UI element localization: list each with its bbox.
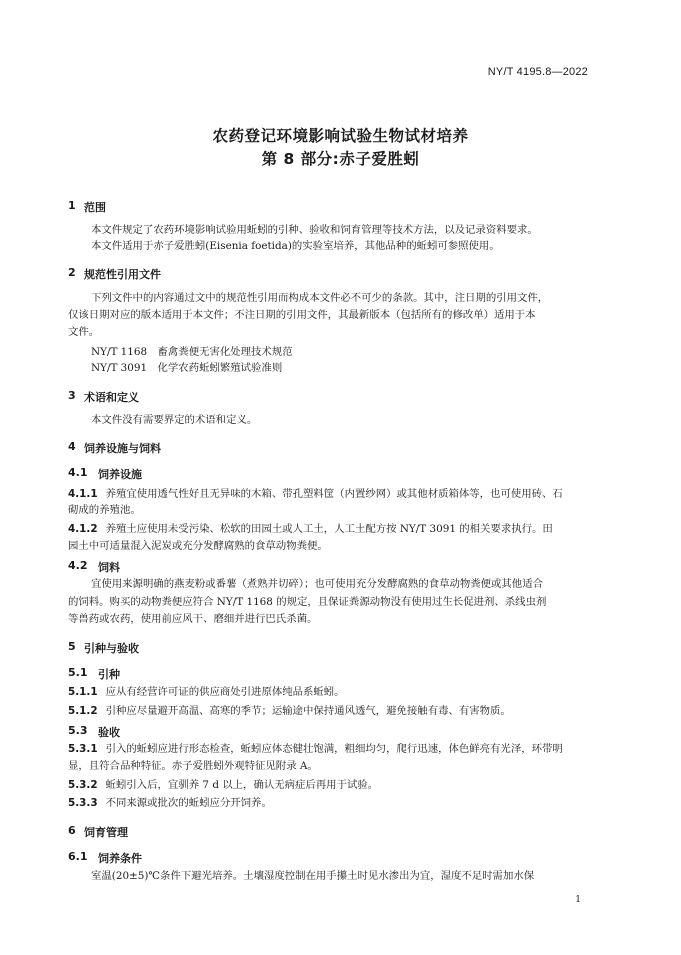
clause-number: 5.1.2 bbox=[68, 705, 98, 717]
clause-text: 应从有经营许可证的供应商处引进原体纯品系蚯蚓。 bbox=[105, 686, 345, 698]
subsection-number: 5.1 bbox=[68, 666, 88, 679]
paragraph-line: 下列文件中的内容通过文中的规范性引用而构成本文件必不可少的条款。其中，注日期的引用文件， bbox=[91, 292, 549, 304]
paragraph-line: 等兽药或农药，使用前应风干、磨细并进行巴氏杀菌。 bbox=[68, 613, 318, 625]
section-number: 5 bbox=[68, 640, 76, 653]
paragraph-line: 显，且符合品种特征。赤子爱胜蚓外观特征见附录 A。 bbox=[68, 760, 318, 772]
clause-number: 5.3.2 bbox=[68, 779, 98, 791]
clause-text: 不同来源或批次的蚯蚓应分开饲养。 bbox=[105, 797, 272, 809]
clause-5-1-2 bbox=[68, 705, 511, 718]
subsection-title: 饲养条件 bbox=[98, 852, 142, 865]
section-number: 4 bbox=[68, 440, 76, 453]
clause-5-1-1 bbox=[68, 686, 345, 699]
subsection-title: 验收 bbox=[98, 726, 120, 739]
subsection-title: 饲料 bbox=[98, 561, 120, 574]
section-title: 饲育管理 bbox=[84, 826, 128, 839]
paragraph-line: 室温(20±5)℃条件下避光培养。土壤湿度控制在用手攥土时见水渗出为宜，湿度不足时需加水保 bbox=[91, 870, 535, 882]
subsection-number: 4.1 bbox=[68, 466, 88, 479]
subsection-number: 6.1 bbox=[68, 850, 88, 863]
paragraph-line: 本文件规定了农药环境影响试验用蚯蚓的引种、验收和饲育管理等技术方法，以及记录资料要求。 bbox=[91, 224, 538, 236]
subsection-number: 5.3 bbox=[68, 724, 88, 737]
section-title: 饲养设施与饲料 bbox=[84, 442, 161, 455]
subsection-title: 饲养设施 bbox=[98, 468, 142, 481]
clause-number: 4.1.1 bbox=[68, 488, 98, 500]
clause-5-3-3 bbox=[68, 797, 272, 810]
section-title: 规范性引用文件 bbox=[84, 268, 161, 281]
clause-5-3-2 bbox=[68, 779, 378, 792]
clause-5-3-1 bbox=[68, 743, 563, 756]
clause-number: 5.3.1 bbox=[68, 743, 98, 755]
paragraph-line: 砌成的养殖池。 bbox=[68, 504, 141, 516]
clause-4-1-2 bbox=[68, 523, 553, 536]
subsection-title: 引种 bbox=[98, 668, 120, 681]
section-number: 2 bbox=[68, 266, 76, 279]
section-number: 3 bbox=[68, 389, 76, 402]
clause-text: 引入的蚯蚓应进行形态检查，蚯蚓应体态健壮饱满，粗细均匀，爬行迅速，体色鲜亮有光泽，环带明 bbox=[105, 743, 563, 755]
clause-text: 蚯蚓引入后，宜驯养 7 d 以上，确认无病症后再用于试验。 bbox=[105, 779, 379, 791]
subsection-number: 4.2 bbox=[68, 559, 88, 572]
clause-text: 养殖宜使用透气性好且无异味的木箱、带孔塑料筐（内置纱网）或其他材质箱体等，也可使用砖、石 bbox=[105, 488, 563, 500]
section-title: 范围 bbox=[84, 201, 106, 214]
standard-code: NY/T 4195.8—2022 bbox=[487, 66, 588, 78]
reference-item: NY/T 1168 畜禽粪便无害化处理技术规范 bbox=[91, 346, 293, 358]
document-title: 农药登记环境影响试验生物试材培养 bbox=[212, 127, 469, 145]
clause-text: 养殖土应使用未受污染、松软的田园土或人工土，人工土配方按 NY/T 3091 的相关要求执行。田 bbox=[105, 523, 553, 535]
paragraph-line: 宜使用来源明确的燕麦粉或番薯（煮熟并切碎）；也可使用充分发酵腐熟的食草动物粪便或其他适合 bbox=[91, 578, 543, 590]
clause-number: 4.1.2 bbox=[68, 523, 98, 535]
clause-text: 引种应尽量避开高温、高寒的季节；运输途中保持通风透气，避免接触有毒、有害物质。 bbox=[105, 705, 511, 717]
paragraph-line: 本文件没有需要界定的术语和定义。 bbox=[91, 414, 258, 426]
section-title: 术语和定义 bbox=[84, 391, 139, 404]
reference-item: NY/T 3091 化学农药蚯蚓繁殖试验准则 bbox=[91, 362, 283, 374]
section-title: 引种与验收 bbox=[84, 642, 139, 655]
paragraph-line: 文件。 bbox=[68, 326, 100, 338]
paragraph-line: 的饲料。购买的动物粪便应符合 NY/T 1168 的规定，且保证粪源动物没有使用过生长促进剂、杀线虫剂 bbox=[68, 596, 547, 608]
clause-number: 5.3.3 bbox=[68, 797, 98, 809]
section-number: 1 bbox=[68, 199, 76, 212]
paragraph-line: 园土中可适量混入泥炭或充分发酵腐熟的食草动物粪便。 bbox=[68, 540, 328, 552]
section-number: 6 bbox=[68, 824, 76, 837]
clause-number: 5.1.1 bbox=[68, 686, 98, 698]
paragraph-line: 本文件适用于赤子爱胜蚓(Eisenia foetida)的实验室培养，其他品种的蚯蚓可参照使用。 bbox=[91, 240, 500, 252]
clause-4-1-1 bbox=[68, 488, 563, 501]
document-subtitle: 第 8 部分:赤子爱胜蚓 bbox=[261, 150, 420, 168]
paragraph-line: 仅该日期对应的版本适用于本文件；不注日期的引用文件，其最新版本（包括所有的修改单）适用于本 bbox=[68, 309, 536, 321]
page-number: 1 bbox=[575, 895, 581, 905]
